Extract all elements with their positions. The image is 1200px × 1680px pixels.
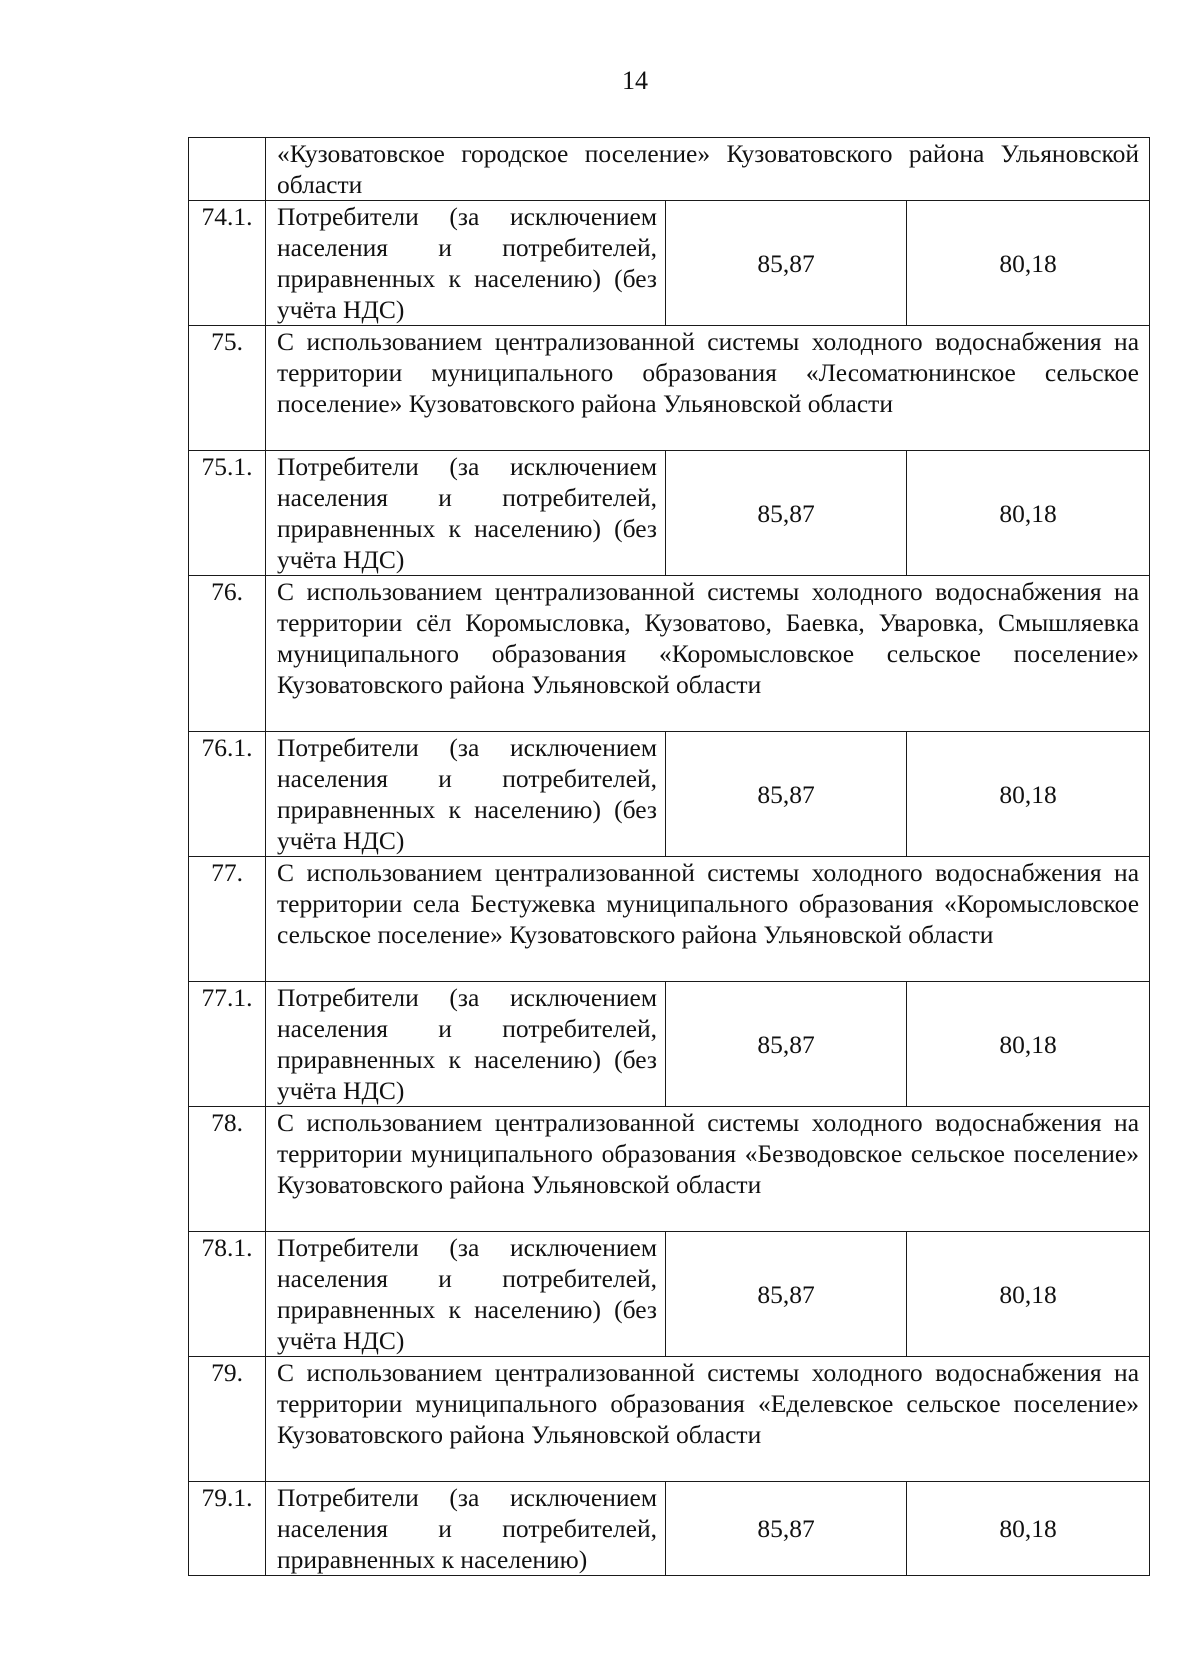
consumer-description: Потребители (за исключением населения и потребителей, приравненных к населению) (без учёта НДС) <box>266 1232 666 1357</box>
row-number: 74.1. <box>189 201 266 326</box>
tariff-value-2: 80,18 <box>907 982 1150 1107</box>
consumer-description: Потребители (за исключением населения и потребителей, приравненных к населению) (без учёта НДС) <box>266 201 666 326</box>
tariff-value-2: 80,18 <box>907 451 1150 576</box>
tariff-value-1: 85,87 <box>666 732 907 857</box>
consumer-description: Потребители (за исключением населения и потребителей, приравненных к населению) (без учёта НДС) <box>266 982 666 1107</box>
table-row <box>189 1232 1150 1357</box>
row-number: 79. <box>189 1357 266 1482</box>
section-description: С использованием централизованной системы холодного водоснабжения на территории села Бестужевка муниципального образования «Коромысловское сельское поселение» Кузоватовского района Ульяновской области <box>266 857 1150 982</box>
tariff-value-2: 80,18 <box>907 201 1150 326</box>
row-number: 77. <box>189 857 266 982</box>
row-number: 78. <box>189 1107 266 1232</box>
table-row <box>189 1357 1150 1482</box>
table-row <box>189 1107 1150 1232</box>
section-description: «Кузоватовское городское поселение» Кузоватовского района Ульяновской области <box>266 138 1150 201</box>
row-number: 75. <box>189 326 266 451</box>
table-row <box>189 1482 1150 1576</box>
tariff-value-1: 85,87 <box>666 1482 907 1576</box>
section-description: С использованием централизованной системы холодного водоснабжения на территории муниципального образования «Еделевское сельское поселение» Кузоватовского района Ульяновской области <box>266 1357 1150 1482</box>
row-number: 79.1. <box>189 1482 266 1576</box>
tariff-value-1: 85,87 <box>666 451 907 576</box>
table-row <box>189 326 1150 451</box>
table-row <box>189 857 1150 982</box>
section-description: С использованием централизованной системы холодного водоснабжения на территории муниципального образования «Лесоматюнинское сельское поселение» Кузоватовского района Ульяновской области <box>266 326 1150 451</box>
table-row <box>189 138 1150 201</box>
tariff-value-1: 85,87 <box>666 201 907 326</box>
consumer-description: Потребители (за исключением населения и потребителей, приравненных к населению) (без учёта НДС) <box>266 451 666 576</box>
tariff-value-1: 85,87 <box>666 1232 907 1357</box>
row-number: 77.1. <box>189 982 266 1107</box>
tariff-value-1: 85,87 <box>666 982 907 1107</box>
table-row <box>189 201 1150 326</box>
table-row <box>189 732 1150 857</box>
tariff-table <box>188 137 1150 1576</box>
consumer-description: Потребители (за исключением населения и потребителей, приравненных к населению) <box>266 1482 666 1576</box>
row-number: 76.1. <box>189 732 266 857</box>
table-row <box>189 576 1150 732</box>
table-row <box>189 451 1150 576</box>
table-row <box>189 982 1150 1107</box>
tariff-value-2: 80,18 <box>907 1232 1150 1357</box>
row-number: 76. <box>189 576 266 732</box>
section-description: С использованием централизованной системы холодного водоснабжения на территории муниципального образования «Безводовское сельское поселение» Кузоватовского района Ульяновской области <box>266 1107 1150 1232</box>
tariff-value-2: 80,18 <box>907 732 1150 857</box>
tariff-value-2: 80,18 <box>907 1482 1150 1576</box>
row-number: 75.1. <box>189 451 266 576</box>
row-number: 78.1. <box>189 1232 266 1357</box>
row-number <box>189 138 266 201</box>
section-description: С использованием централизованной системы холодного водоснабжения на территории сёл Коромысловка, Кузоватово, Баевка, Уваровка, Смышляевка муниципального образования «Коромысловское сельское поселение» Кузоватовского района Ульяновской области <box>266 576 1150 732</box>
page-number: 14 <box>622 66 648 95</box>
consumer-description: Потребители (за исключением населения и потребителей, приравненных к населению) (без учёта НДС) <box>266 732 666 857</box>
